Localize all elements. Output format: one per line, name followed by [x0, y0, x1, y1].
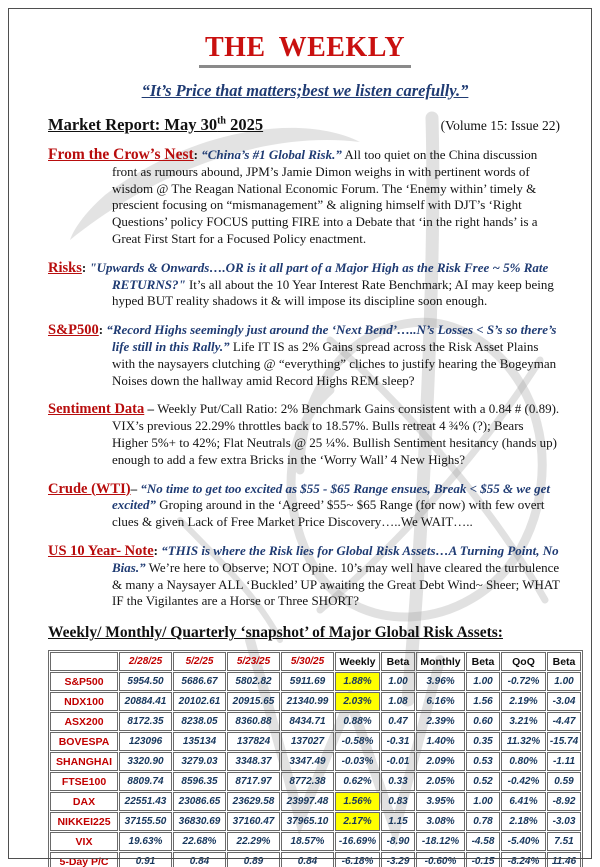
table-cell: 1.88%	[335, 672, 380, 691]
table-cell: 135134	[173, 732, 226, 751]
table-cell: 1.56%	[335, 792, 380, 811]
report-sections	[48, 147, 562, 610]
section-heading: From the Crow’s Nest	[48, 146, 194, 163]
table-cell: 2.39%	[416, 712, 465, 731]
section-heading: Risks	[48, 259, 82, 276]
table-cell: 18.57%	[281, 832, 334, 851]
table-cell: -0.72%	[501, 672, 546, 691]
table-cell: 3320.90	[119, 752, 172, 771]
table-row-vix	[50, 832, 581, 851]
section-heading: Sentiment Data	[48, 401, 145, 418]
row-label: NDX100	[50, 692, 118, 711]
table-cell: -0.15	[466, 852, 500, 867]
table-cell: -0.31	[381, 732, 415, 751]
table-cell: 20884.41	[119, 692, 172, 711]
tagline: “It’s Price that matters;best we listen carefully.”	[141, 81, 469, 100]
column-header-5/2/25: 5/2/25	[173, 652, 226, 671]
column-header-5/30/25: 5/30/25	[281, 652, 334, 671]
table-cell: -0.58%	[335, 732, 380, 751]
page-content	[10, 10, 590, 867]
table-cell: 5802.82	[227, 672, 280, 691]
table-cell: 22.29%	[227, 832, 280, 851]
column-header-5/23/25: 5/23/25	[227, 652, 280, 671]
table-row-bovespa	[50, 732, 581, 751]
section-sentiment-data	[48, 401, 562, 468]
section-body: It’s all about the 10 Year Interest Rate Benchmark; AI may keep being hyped BUT reality shadows it & will impose its discipline soon enough.	[112, 276, 554, 309]
table-cell: -1.11	[547, 752, 581, 771]
section-separator: :	[98, 322, 107, 338]
column-header-2/28/25: 2/28/25	[119, 652, 172, 671]
row-label: FTSE100	[50, 772, 118, 791]
table-cell: 0.52	[466, 772, 500, 791]
table-cell: 2.19%	[501, 692, 546, 711]
row-label: 5-Day P/C	[50, 852, 118, 867]
table-cell: 1.00	[466, 792, 500, 811]
table-cell: 1.15	[381, 812, 415, 831]
table-cell: -4.58	[466, 832, 500, 851]
table-cell: -18.12%	[416, 832, 465, 851]
table-cell: -3.04	[547, 692, 581, 711]
table-cell: 1.00	[381, 672, 415, 691]
section-us10y-note	[48, 543, 562, 610]
section-quote: "Upwards & Onwards….OR is it all part of a Major High as the Risk Free ~ 5% Rate RETURNS?"	[89, 259, 549, 292]
table-cell: -0.42%	[501, 772, 546, 791]
column-header-QoQ: QoQ	[501, 652, 546, 671]
section-separator: –	[144, 401, 158, 417]
section-separator: :	[81, 259, 90, 275]
table-cell: 19.63%	[119, 832, 172, 851]
table-cell: 3279.03	[173, 752, 226, 771]
table-cell: -8.92	[547, 792, 581, 811]
table-cell: 21340.99	[281, 692, 334, 711]
table-cell: 3.08%	[416, 812, 465, 831]
table-cell: -6.18%	[335, 852, 380, 867]
table-cell: 6.41%	[501, 792, 546, 811]
table-row-ndx100	[50, 692, 581, 711]
table-cell: -16.69%	[335, 832, 380, 851]
table-cell: 2.18%	[501, 812, 546, 831]
corner-header-cell	[50, 652, 118, 671]
table-cell: 37965.10	[281, 812, 334, 831]
table-cell: 8238.05	[173, 712, 226, 731]
table-cell: 0.47	[381, 712, 415, 731]
report-title: Market Report: May 30th 2025	[48, 115, 264, 134]
table-cell: 2.03%	[335, 692, 380, 711]
section-quote: “THIS is where the Risk lies for Global Risk Assets…A Turning Point, No Bias.”	[112, 542, 559, 575]
table-cell: 123096	[119, 732, 172, 751]
row-label: BOVESPA	[50, 732, 118, 751]
table-cell: -15.74	[547, 732, 581, 751]
table-cell: 0.84	[281, 852, 334, 867]
table-cell: -0.60%	[416, 852, 465, 867]
table-cell: 0.60	[466, 712, 500, 731]
row-label: S&P500	[50, 672, 118, 691]
table-cell: 11.32%	[501, 732, 546, 751]
table-cell: 0.78	[466, 812, 500, 831]
column-header-Monthly: Monthly	[416, 652, 465, 671]
section-body: All too quiet on the China discussion front as rumours abound, JPM’s Jamie Dimon weighs in with pertinent words of wisdom @ The Reagan National Economic Forum. The ‘Enemy within’ timely & prescient focusing on “mismanagement” & aligning himself with DJT’s ‘Right Questions’ policy FOCUS putting FIRE into a Debate that ‘in the right hands’ is a Great First Start for a Focused Policy enactment.	[112, 147, 538, 246]
snapshot-table-title: Weekly/ Monthly/ Quarterly ‘snapshot’ of Major Global Risk Assets:	[48, 624, 503, 642]
table-cell: 137824	[227, 732, 280, 751]
table-row-nikkei225	[50, 812, 581, 831]
table-cell: 23086.65	[173, 792, 226, 811]
section-risks	[48, 260, 562, 310]
table-row-dax	[50, 792, 581, 811]
row-label: NIKKEI225	[50, 812, 118, 831]
section-separator: :	[153, 542, 162, 558]
table-cell: 8809.74	[119, 772, 172, 791]
table-cell: 1.00	[466, 672, 500, 691]
table-cell: -4.47	[547, 712, 581, 731]
table-row-asx200	[50, 712, 581, 731]
table-cell: 8360.88	[227, 712, 280, 731]
snapshot-table-body	[50, 672, 581, 867]
snapshot-header-row	[50, 652, 581, 671]
section-body: Weekly Put/Call Ratio: 2% Benchmark Gains consistent with a 0.84 # (0.89). VIX’s previous 22.29% throttles back to 18.57%. Bulls retreat 4 ¾% (?); Bears Higher 5%+ to 42%; Flat Neutrals @ 25 ¼%. Bullish Sentiment hesitancy (hands up) enough to add a few extra Bricks in the ‘Worry Wall’ 4 New Highs?	[112, 401, 560, 467]
table-cell: 0.91	[119, 852, 172, 867]
table-cell: 1.40%	[416, 732, 465, 751]
table-cell: 1.56	[466, 692, 500, 711]
table-cell: 8772.38	[281, 772, 334, 791]
section-heading: US 10 Year- Note	[48, 542, 154, 559]
table-cell: 37160.47	[227, 812, 280, 831]
table-cell: 2.05%	[416, 772, 465, 791]
table-cell: -5.40%	[501, 832, 546, 851]
section-crows-nest	[48, 147, 562, 248]
table-cell: 1.08	[381, 692, 415, 711]
table-cell: 8717.97	[227, 772, 280, 791]
table-cell: 20915.65	[227, 692, 280, 711]
section-body: We’re here to Observe; NOT Opine. 10’s may well have cleared the turbulence & many a Naysayer ALL ‘Buckled’ UP awaiting the Great Debt Wind~ Sheer; WHAT IF the Vigilantes are a Horse or Three SHORT?	[112, 559, 560, 609]
table-cell: 8596.35	[173, 772, 226, 791]
table-cell: 5954.50	[119, 672, 172, 691]
table-cell: 22551.43	[119, 792, 172, 811]
table-cell: 0.88%	[335, 712, 380, 731]
table-cell: 11.46	[547, 852, 581, 867]
row-label: DAX	[50, 792, 118, 811]
column-header-Beta: Beta	[466, 652, 500, 671]
section-sp500	[48, 322, 562, 389]
table-cell: 3.95%	[416, 792, 465, 811]
column-header-Beta: Beta	[381, 652, 415, 671]
table-cell: 0.89	[227, 852, 280, 867]
table-cell: 37155.50	[119, 812, 172, 831]
section-separator: –	[130, 480, 141, 496]
table-cell: 0.83	[381, 792, 415, 811]
table-cell: 20102.61	[173, 692, 226, 711]
table-cell: 22.68%	[173, 832, 226, 851]
section-quote: “China’s #1 Global Risk.”	[201, 147, 342, 162]
table-cell: 0.53	[466, 752, 500, 771]
table-cell: 2.09%	[416, 752, 465, 771]
volume-issue: (Volume 15: Issue 22)	[440, 118, 560, 133]
table-row-5-day-p-c	[50, 852, 581, 867]
section-heading: S&P500	[48, 322, 99, 339]
table-cell: -8.24%	[501, 852, 546, 867]
newsletter-title: THE WEEKLY	[199, 32, 411, 68]
table-cell: 3.96%	[416, 672, 465, 691]
section-quote: “Record Highs seemingly just around the ‘Next Bend’…..N’s Losses < S’s so there’s life still in this Rally.”	[106, 322, 557, 354]
table-cell: 0.84	[173, 852, 226, 867]
table-cell: -3.29	[381, 852, 415, 867]
row-label: VIX	[50, 832, 118, 851]
table-cell: 23997.48	[281, 792, 334, 811]
table-cell: -0.03%	[335, 752, 380, 771]
table-cell: -8.90	[381, 832, 415, 851]
table-cell: 137027	[281, 732, 334, 751]
table-cell: 0.80%	[501, 752, 546, 771]
table-row-ftse100	[50, 772, 581, 791]
table-cell: 3348.37	[227, 752, 280, 771]
table-cell: 23629.58	[227, 792, 280, 811]
section-separator: :	[193, 147, 202, 162]
section-heading: Crude (WTI)	[48, 480, 131, 497]
table-cell: -0.01	[381, 752, 415, 771]
table-cell: 3.21%	[501, 712, 546, 731]
table-cell: 0.62%	[335, 772, 380, 791]
table-cell: 0.35	[466, 732, 500, 751]
section-crude-wti	[48, 481, 562, 531]
table-cell: 5686.67	[173, 672, 226, 691]
section-quote: “No time to get too excited as $55 - $65 Range ensues, Break < $55 & we get excited”	[112, 480, 550, 513]
column-header-Beta: Beta	[547, 652, 581, 671]
table-cell: 8172.35	[119, 712, 172, 731]
table-cell: -3.03	[547, 812, 581, 831]
column-header-Weekly: Weekly	[335, 652, 380, 671]
table-cell: 3347.49	[281, 752, 334, 771]
table-cell: 7.51	[547, 832, 581, 851]
table-cell: 1.00	[547, 672, 581, 691]
row-label: SHANGHAI	[50, 752, 118, 771]
table-cell: 36830.69	[173, 812, 226, 831]
table-cell: 6.16%	[416, 692, 465, 711]
table-cell: 0.59	[547, 772, 581, 791]
row-label: ASX200	[50, 712, 118, 731]
section-body: Groping around in the ‘Agreed’ $55~ $65 Range (for now) with few overt clues & given Lack of Free Market Price Discovery…..We WAIT…..	[112, 497, 545, 530]
table-cell: 8434.71	[281, 712, 334, 731]
table-row-s-p500	[50, 672, 581, 691]
table-cell: 0.33	[381, 772, 415, 791]
table-cell: 5911.69	[281, 672, 334, 691]
table-row-shanghai	[50, 752, 581, 771]
report-title-sup: th	[217, 115, 226, 127]
table-cell: 2.17%	[335, 812, 380, 831]
snapshot-table	[48, 650, 583, 867]
report-header-row	[48, 115, 562, 135]
section-body: Life IT IS as 2% Gains spread across the Risk Asset Plains with the naysayers clutching @ “everything” cliches to justify hearing the Bogeyman Noises down the hallway amid Record Highs REM sleep?	[112, 338, 557, 388]
